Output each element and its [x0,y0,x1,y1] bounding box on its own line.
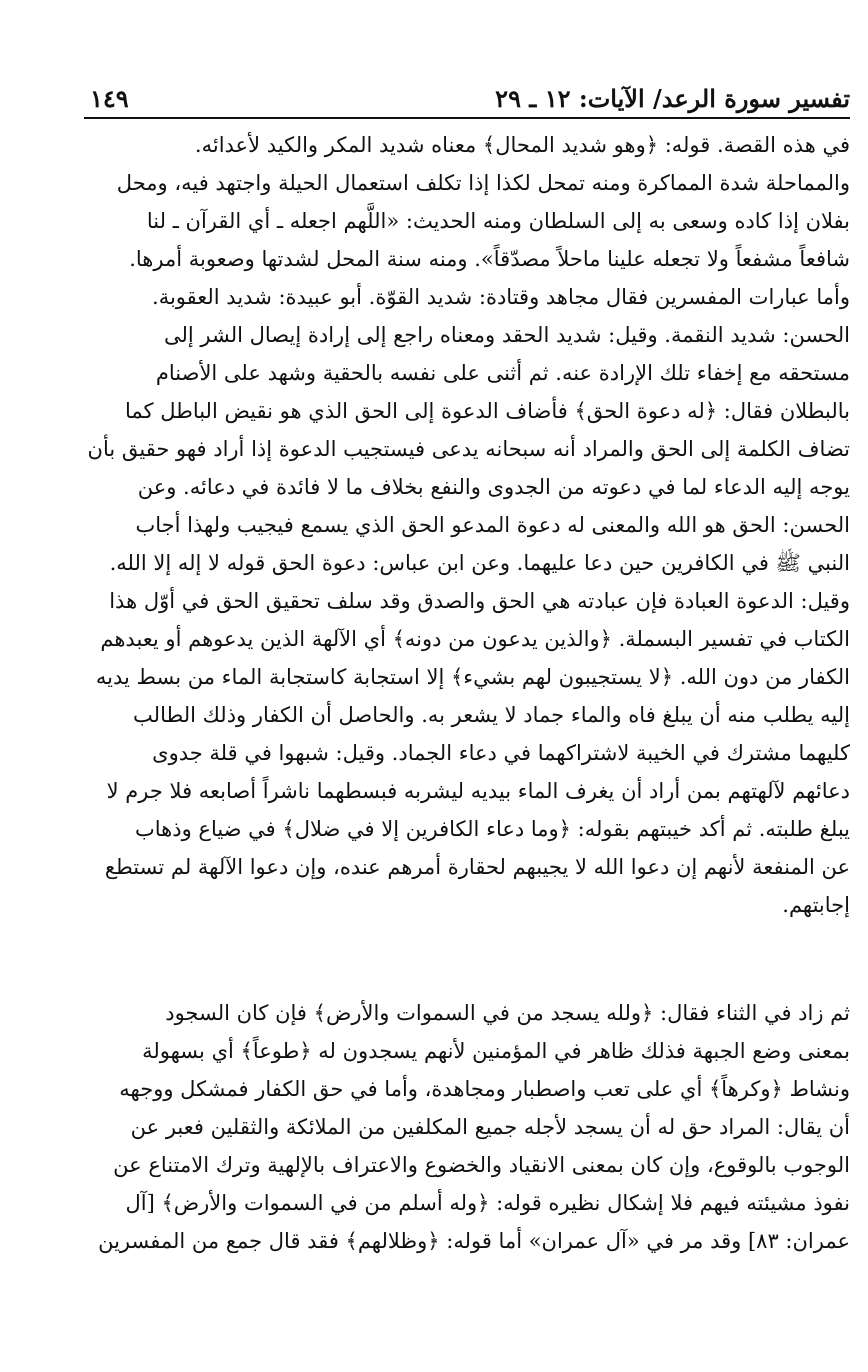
paragraph-1 [84,126,850,924]
text-line: ثم زاد في الثناء فقال: ﴿ولله يسجد من في السموات والأرض﴾ فإن كان السجود [165,1001,850,1025]
text-line: ونشاط ﴿وكرهاً﴾ أي على تعب واصطبار ومجاهدة، وأما في حق الكفار فمشكل ووجهه [119,1077,850,1101]
text-line: وأما عبارات المفسرين فقال مجاهد وقتادة: شديد القوّة. أبو عبيدة: شديد العقوبة. [152,285,850,309]
text-line: الكتاب في تفسير البسملة. ﴿والذين يدعون من دونه﴾ أي الآلهة الذين يدعوهم أو يعبدهم [100,627,850,651]
header-rule [84,117,850,119]
text-line: الوجوب بالوقوع، وإن كان بمعنى الانقياد والخضوع والاعتراف بالإلهية وترك الامتناع عن [113,1153,850,1177]
text-line: تضاف الكلمة إلى الحق والمراد أنه سبحانه يدعى فيستجيب الدعوة إذا أراد فهو حقيق بأن [87,437,850,461]
text-line: وقيل: الدعوة العبادة فإن عبادته هي الحق والصدق وقد سلف تحقيق الحق في أوّل هذا [109,589,850,613]
running-header [84,76,850,116]
text-line: الكفار من دون الله. ﴿لا يستجيبون لهم بشيء﴾ إلا استجابة كاستجابة الماء من بسط يديه [95,665,850,689]
text-line: نفوذ مشيئته فيهم فلا إشكال نظيره قوله: ﴿وله أسلم من في السموات والأرض﴾ [آل [125,1191,850,1215]
text-line: كليهما مشترك في الخيبة لاشتراكهما في دعاء الجماد. وقيل: شبهوا في قلة جدوى [152,741,850,765]
header-title: تفسير سورة الرعد/ الآيات: ١٢ ـ ٢٩ [495,84,850,113]
text-line: عمران: ٨٣] وقد مر في «آل عمران» أما قوله: ﴿وظلالهم﴾ فقد قال جمع من المفسرين [98,1229,850,1253]
text-line: مستحقه مع إخفاء تلك الإرادة عنه. ثم أثنى على نفسه بالحقية وشهد على الأصنام [155,361,850,385]
text-line: دعائهم لآلهتهم بمن أراد أن يغرف الماء بيديه ليشربه فبسطهما ناشراً أصابعه فلا جرم لا [106,779,850,803]
text-line: النبي ﷺ في الكافرين حين دعا عليهما. وعن ابن عباس: دعوة الحق قوله لا إله إلا الله. [109,551,850,575]
text-line: عن المنفعة لأنهم إن دعوا الله لا يجيبهم لحقارة أمرهم عنده، وإن دعوا الآلهة لم تستطع [104,855,850,879]
paragraph-2 [84,994,850,1260]
text-line: الحسن: شديد النقمة. وقيل: شديد الحقد ومعناه راجع إلى إرادة إيصال الشر إلى [164,323,850,347]
text-line: والمماحلة شدة المماكرة ومنه تمحل لكذا إذا تكلف استعمال الحيلة واجتهد فيه، ومحل [116,171,850,195]
text-line: بفلان إذا كاده وسعى به إلى السلطان ومنه الحديث: «اللَّهم اجعله ـ أي القرآن ـ لنا [146,209,850,233]
text-line: في هذه القصة. قوله: ﴿وهو شديد المحال﴾ معناه شديد المكر والكيد لأعدائه. [194,133,850,157]
text-line: شافعاً مشفعاً ولا تجعله علينا ماحلاً مصدّقاً». ومنه سنة المحل لشدتها وصعوبة أمرها. [129,247,850,271]
text-line: بمعنى وضع الجبهة فذلك ظاهر في المؤمنين لأنهم يسجدون له ﴿طوعاً﴾ أي بسهولة [142,1039,850,1063]
page-number: ١٤٩ [90,84,129,113]
text-line: أن يقال: المراد حق له أن يسجد لأجله جميع المكلفين من الملائكة والثقلين فعبر عن [130,1115,850,1139]
text-line: بالبطلان فقال: ﴿له دعوة الحق﴾ فأضاف الدعوة إلى الحق الذي هو نقيض الباطل كما [124,399,850,423]
text-line: يوجه إليه الدعاء لما في دعوته من الجدوى والنفع بخلاف ما لا فائدة في دعائه. وعن [137,475,850,499]
text-line: إجابتهم. [782,893,850,917]
text-line: الحسن: الحق هو الله والمعنى له دعوة المدعو الحق الذي يسمع فيجيب ولهذا أجاب [135,513,850,537]
text-line: يبلغ طلبته. ثم أكد خيبتهم بقوله: ﴿وما دعاء الكافرين إلا في ضلال﴾ في ضياع وذهاب [135,817,850,841]
text-line: إليه يطلب منه أن يبلغ فاه والماء جماد لا يشعر به. والحاصل أن الكفار وذلك الطالب [133,703,850,727]
